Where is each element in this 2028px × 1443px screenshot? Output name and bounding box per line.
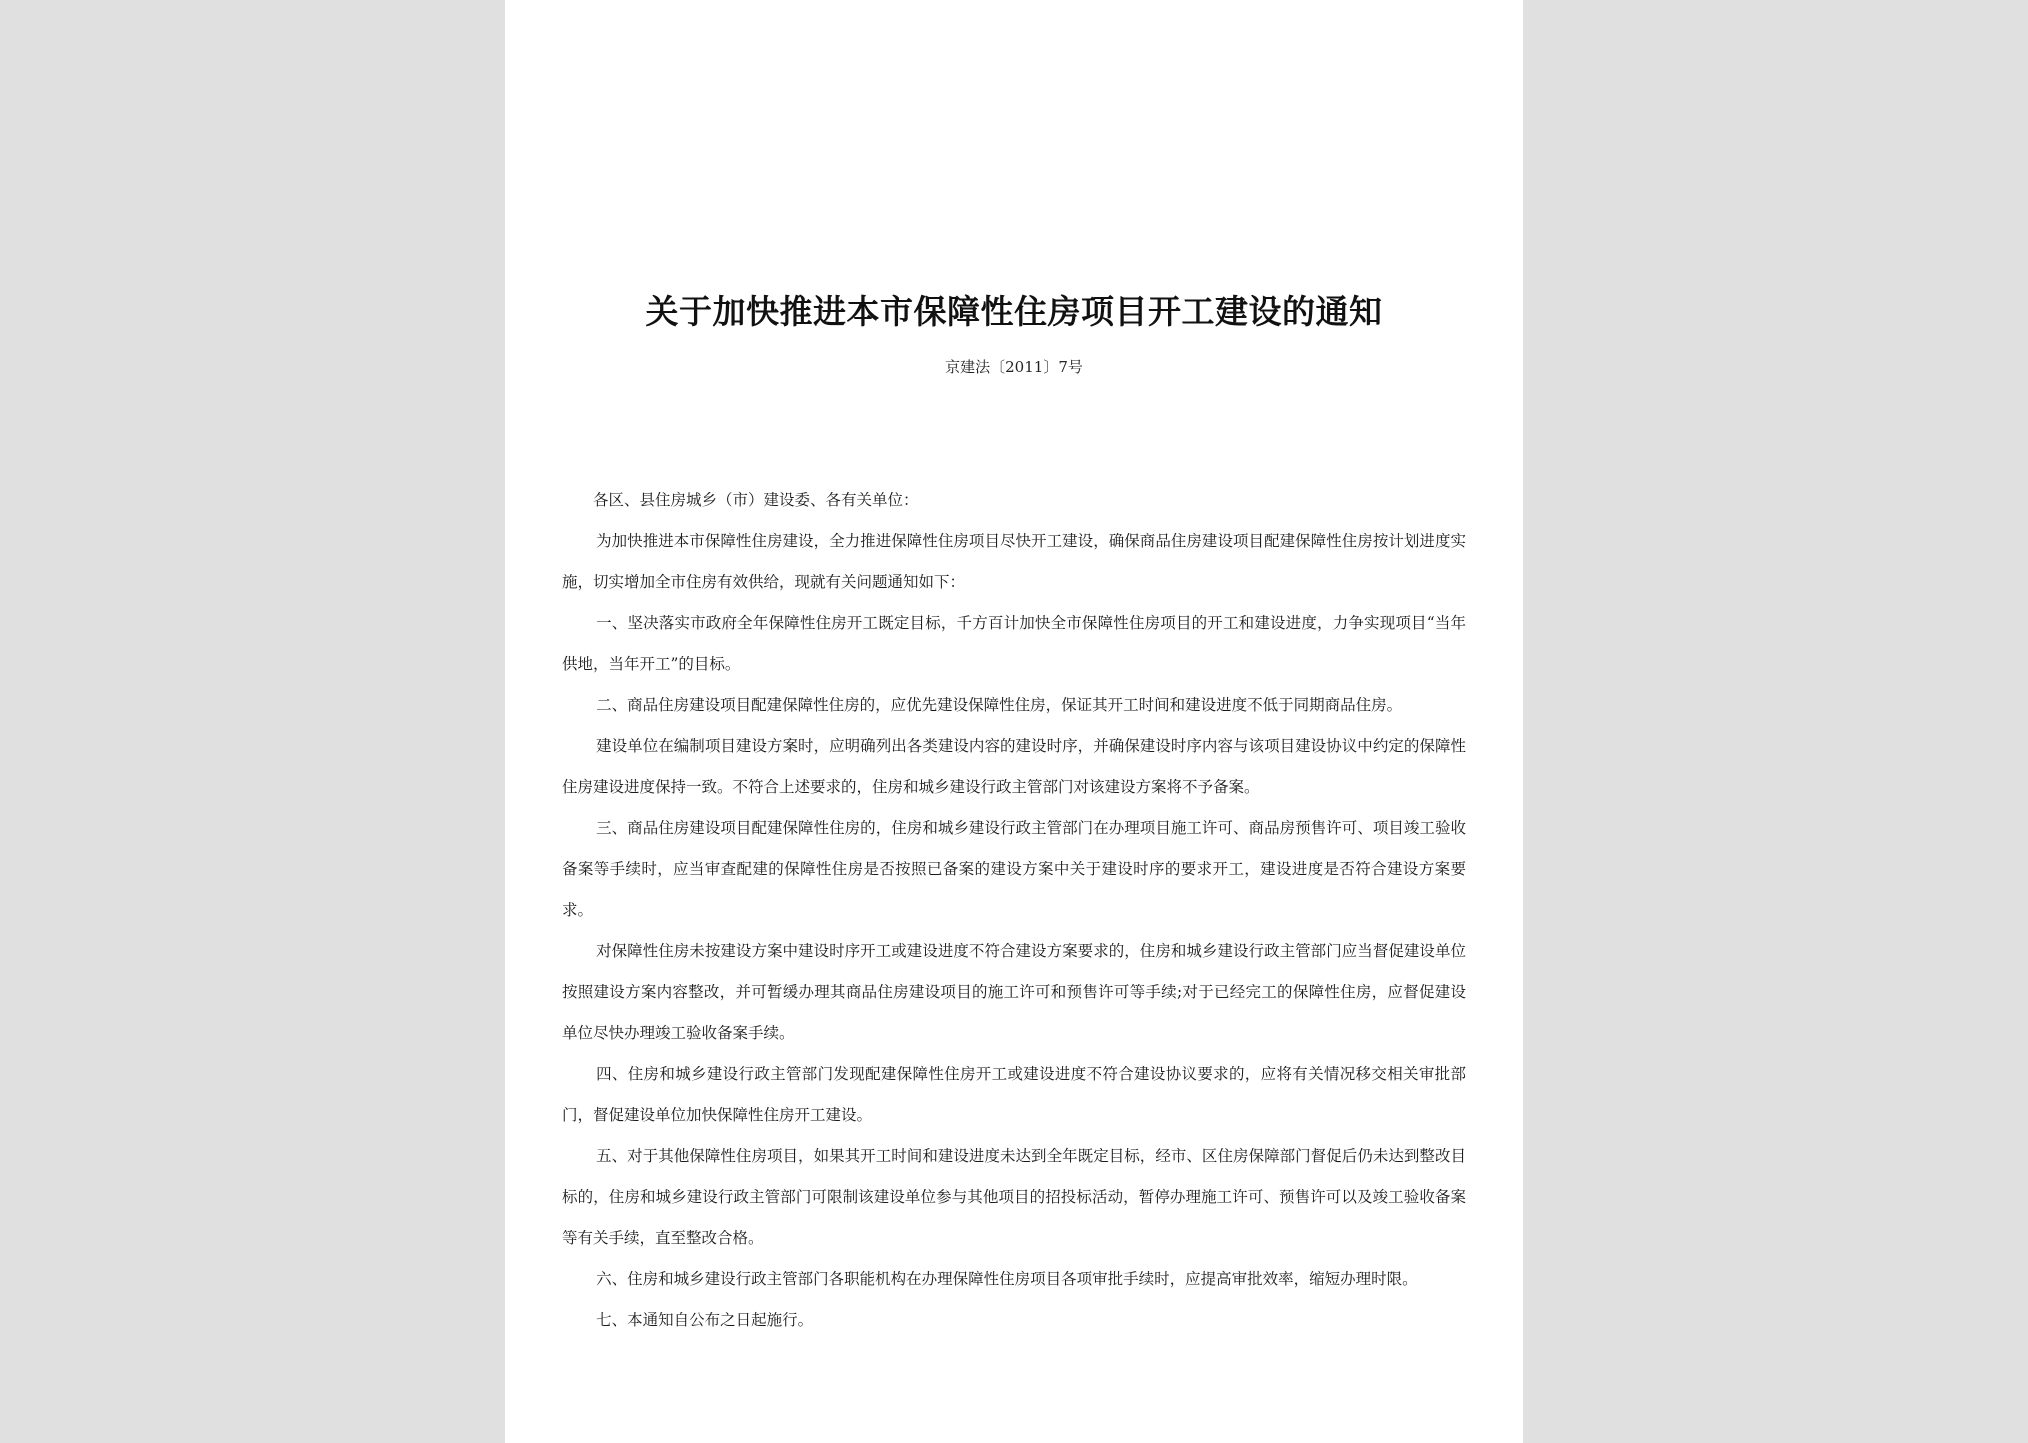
paragraph-item-2-detail: 建设单位在编制项目建设方案时，应明确列出各类建设内容的建设时序，并确保建设时序内容与该项目建设协议中约定的保障性住房建设进度保持一致。不符合上述要求的，住房和城乡建设行政主管部门对该建设方案将不予备案。 (562, 737, 1466, 796)
paragraph-item-7: 七、本通知自公布之日起施行。 (596, 1311, 814, 1329)
paragraph-intro: 为加快推进本市保障性住房建设，全力推进保障性住房项目尽快开工建设，确保商品住房建设项目配建保障性住房按计划进度实施，切实增加全市住房有效供给，现就有关问题通知如下： (562, 532, 1466, 591)
paragraph-item-6: 六、住房和城乡建设行政主管部门各职能机构在办理保障性住房项目各项审批手续时，应提高审批效率，缩短办理时限。 (596, 1270, 1418, 1288)
salutation: 各区、县住房城乡（市）建设委、各有关单位： (593, 491, 919, 509)
paragraph-item-3-detail: 对保障性住房未按建设方案中建设时序开工或建设进度不符合建设方案要求的，住房和城乡建设行政主管部门应当督促建设单位按照建设方案内容整改，并可暂缓办理其商品住房建设项目的施工许可和预售许可等手续;对于已经完工的保障性住房，应督促建设单位尽快办理竣工验收备案手续。 (562, 942, 1466, 1042)
paragraph-item-3: 三、商品住房建设项目配建保障性住房的，住房和城乡建设行政主管部门在办理项目施工许可、商品房预售许可、项目竣工验收备案等手续时，应当审查配建的保障性住房是否按照已备案的建设方案中关于建设时序的要求开工，建设进度是否符合建设方案要求。 (562, 819, 1466, 919)
document-body (562, 480, 1466, 1341)
paragraph-item-5: 五、对于其他保障性住房项目，如果其开工时间和建设进度未达到全年既定目标，经市、区住房保障部门督促后仍未达到整改目标的，住房和城乡建设行政主管部门可限制该建设单位参与其他项目的招投标活动，暂停办理施工许可、预售许可以及竣工验收备案等有关手续，直至整改合格。 (562, 1147, 1466, 1247)
paragraph-item-4: 四、住房和城乡建设行政主管部门发现配建保障性住房开工或建设进度不符合建设协议要求的，应将有关情况移交相关审批部门，督促建设单位加快保障性住房开工建设。 (562, 1065, 1466, 1124)
document-page (505, 0, 1523, 1443)
paragraph-item-2: 二、商品住房建设项目配建保障性住房的，应优先建设保障性住房，保证其开工时间和建设进度不低于同期商品住房。 (596, 696, 1403, 714)
document-number: 京建法〔2011〕7号 (945, 358, 1083, 376)
document-title: 关于加快推进本市保障性住房项目开工建设的通知 (645, 292, 1383, 331)
paragraph-item-1: 一、坚决落实市政府全年保障性住房开工既定目标，千方百计加快全市保障性住房项目的开工和建设进度，力争实现项目“当年供地，当年开工”的目标。 (562, 614, 1466, 673)
